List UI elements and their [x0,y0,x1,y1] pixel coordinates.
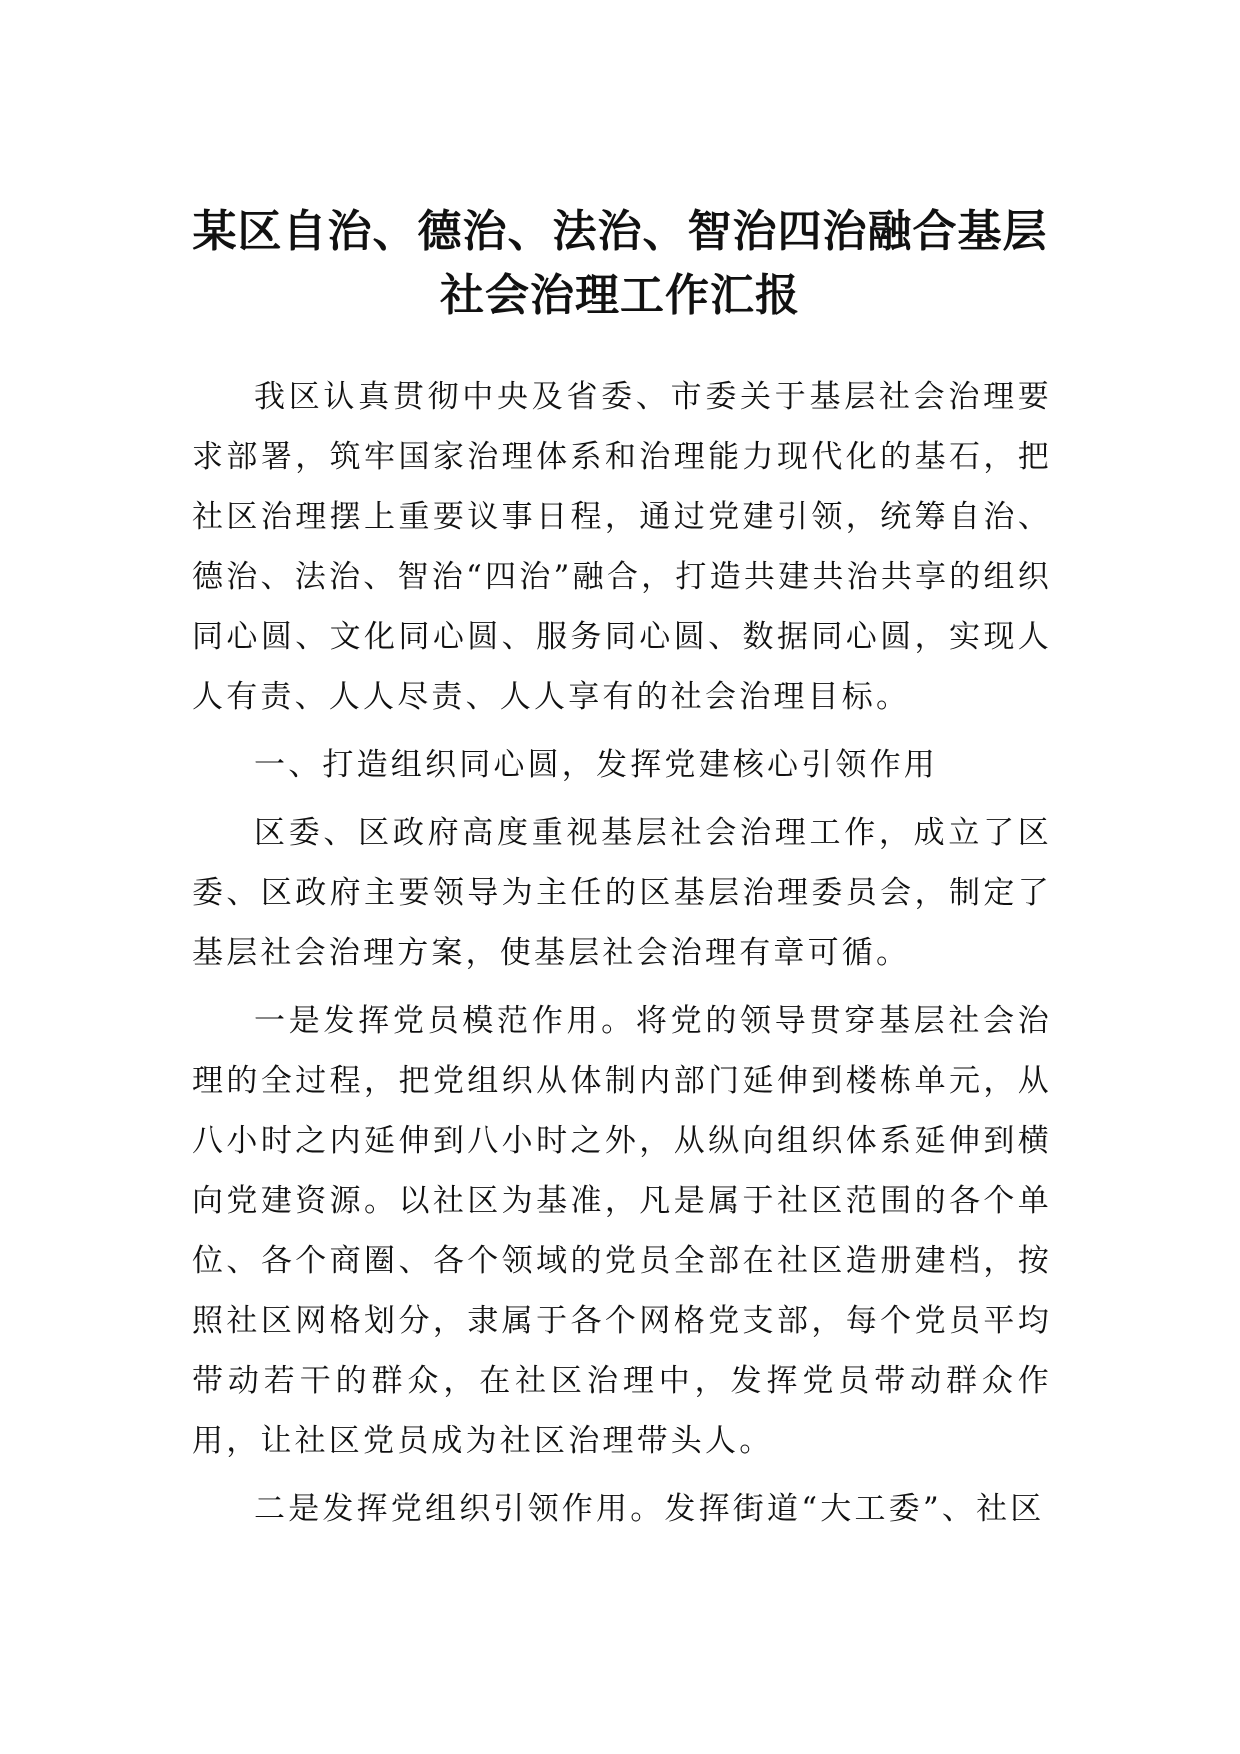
section-1-paragraph: 区委、区政府高度重视基层社会治理工作，成立了区委、区政府主要领导为主任的区基层治理委员会，制定了基层社会治理方案，使基层社会治理有章可循。 [192,815,1052,971]
point-2-paragraph: 二是发挥党组织引领作用。发挥街道“大工委”、社区 [254,1491,1045,1527]
title-line-1: 某区自治、德治、法治、智治四治融合基层 [192,206,1048,257]
document-title [150,200,1090,328]
section-heading-1: 一、打造组织同心圆，发挥党建核心引领作用 [254,747,938,783]
point-1-paragraph: 一是发挥党员模范作用。将党的领导贯穿基层社会治理的全过程，把党组织从体制内部门延伸到楼栋单元，从八小时之内延伸到八小时之外，从纵向组织体系延伸到横向党建资源。以社区为基准，凡是属于社区范围的各个单位、各个商圈、各个领域的党员全部在社区造册建档，按照社区网格划分，隶属于各个网格党支部，每个党员平均带动若干的群众，在社区治理中，发挥党员带动群众作用，让社区党员成为社区治理带头人。 [192,1003,1052,1459]
title-line-2: 社会治理工作汇报 [440,270,800,321]
intro-paragraph: 我区认真贯彻中央及省委、市委关于基层社会治理要求部署，筑牢国家治理体系和治理能力现代化的基石，把社区治理摆上重要议事日程，通过党建引领，统筹自治、德治、法治、智治“四治”融合，打造共建共治共享的组织同心圆、文化同心圆、服务同心圆、数据同心圆，实现人人有责、人人尽责、人人享有的社会治理目标。 [192,379,1052,715]
document-body [192,367,1052,1539]
